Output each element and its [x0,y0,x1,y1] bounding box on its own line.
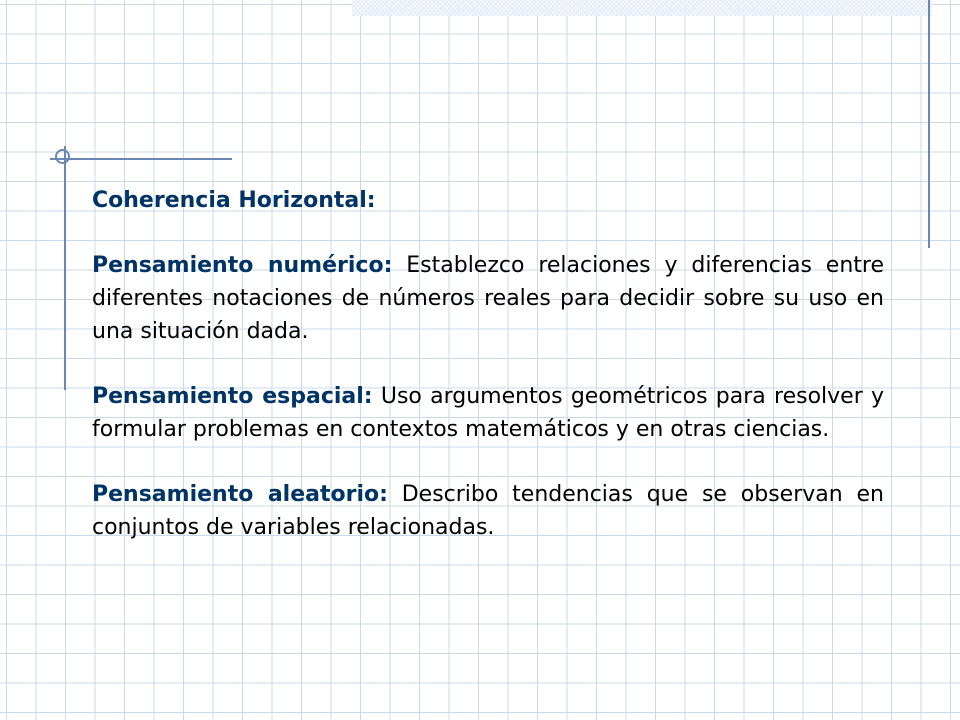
slide-heading [92,184,884,217]
heading-text: Coherencia Horizontal: [92,188,376,213]
section-label: Pensamiento espacial: [92,384,373,409]
right-vertical-rule [928,0,930,248]
section-aleatorio [92,478,884,544]
vertical-accent-rule [64,146,66,390]
top-pattern-band [352,0,932,16]
section-label: Pensamiento aleatorio: [92,482,388,507]
section-espacial [92,380,884,446]
section-text: Uso argumentos geométricos para resolver y formular problemas en contextos matemáticos y en otras ciencias. [92,384,884,442]
section-text: Establezco relaciones y diferencias entre diferentes notaciones de números reales para decidir sobre su uso en una situación dada. [92,253,884,344]
horizontal-accent-rule [50,158,232,160]
slide-body [92,184,884,576]
section-numerico [92,249,884,348]
section-text: Describo tendencias que se observan en conjuntos de variables relacionadas. [92,482,884,540]
crosshair-circle-icon [55,149,70,164]
section-label: Pensamiento numérico: [92,253,393,278]
